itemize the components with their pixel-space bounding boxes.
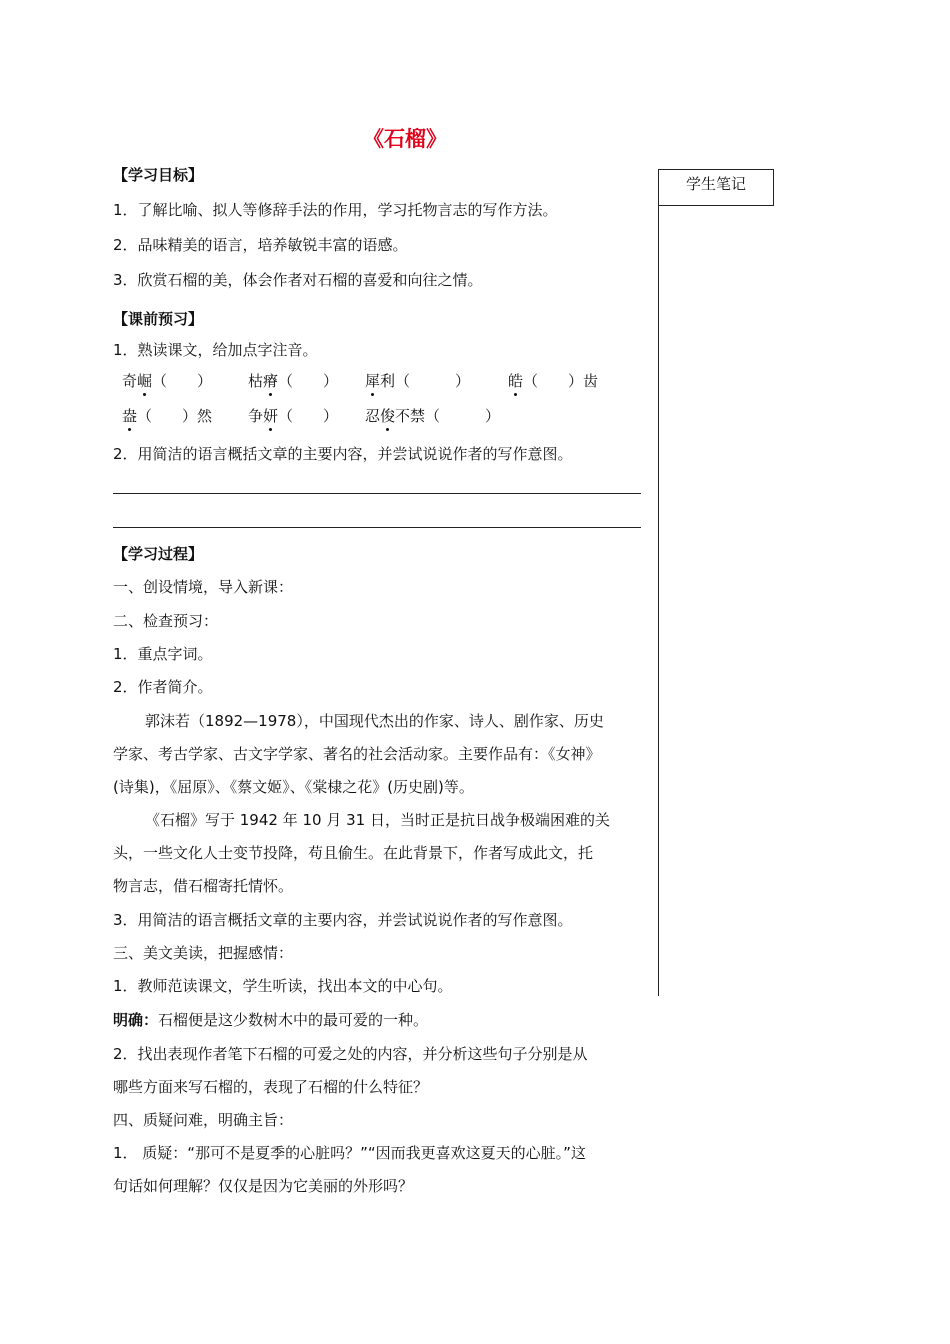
author-bio-line-3: (诗集)，《屈原》、《蔡文姬》、《棠棣之花》(历史剧)等。 (113, 778, 474, 796)
objective-item-2: 2．品味精美的语言，培养敏锐丰富的语感。 (113, 236, 408, 254)
author-bio-line-1: 郭沫若（1892—1978），中国现代杰出的作家、诗人、剧作家、历史 (145, 712, 604, 730)
process-line-4: 2．作者简介。 (113, 678, 213, 696)
pinyin-word-5: 盎（ ）然 (122, 407, 213, 425)
pinyin-word-7: 忍俊不禁（ ） (365, 407, 501, 425)
background-line-2: 头，一些文化人士变节投降，苟且偷生。在此背景下，作者写成此文，托 (113, 844, 594, 862)
preview-item-2: 2．用简洁的语言概括文章的主要内容，并尝试说说作者的写作意图。 (113, 445, 573, 463)
section-4-item-1-line-1: 1． 质疑：“那可不是夏季的心脏吗？”“因而我更喜欢这夏天的心脏。”这 (113, 1144, 586, 1162)
background-line-1: 《石榴》写于 1942 年 10 月 31 日，当时正是抗日战争极端困难的关 (145, 811, 610, 829)
pinyin-word-6: 争妍（ ） (248, 407, 339, 425)
process-line-1: 一、创设情境，导入新课： (113, 578, 294, 596)
answer-label: 明确： (113, 1011, 159, 1029)
page-title: 《石榴》 (363, 127, 447, 151)
preview-item-1: 1．熟读课文，给加点字注音。 (113, 341, 318, 359)
section-3-heading: 三、美文美读，把握感情： (113, 944, 294, 962)
answer-line-1 (113, 493, 641, 494)
pinyin-word-2: 枯瘠（ ） (248, 372, 339, 390)
pinyin-word-4: 皓（ ）齿 (508, 372, 599, 390)
answer-text: 石榴便是这少数树木中的最可爱的一种。 (158, 1011, 429, 1029)
author-bio-line-2: 学家、考古学家、古文字学家、著名的社会活动家。主要作品有：《女神》 (113, 745, 601, 763)
pinyin-word-1: 奇崛（ ） (122, 372, 213, 390)
section-3-item-1: 1．教师范读课文，学生听读，找出本文的中心句。 (113, 977, 453, 995)
process-line-2: 二、检查预习： (113, 612, 219, 630)
process-line-3: 1．重点字词。 (113, 645, 213, 663)
section-3-item-2-line-2: 哪些方面来写石榴的，表现了石榴的什么特征？ (113, 1078, 429, 1096)
preview-heading: 【课前预习】 (113, 310, 204, 328)
section-4-heading: 四、质疑问难，明确主旨： (113, 1111, 294, 1129)
objective-item-1: 1．了解比喻、拟人等修辞手法的作用，学习托物言志的写作方法。 (113, 201, 558, 219)
section-3-item-2-line-1: 2．找出表现作者笔下石榴的可爱之处的内容，并分析这些句子分别是从 (113, 1045, 588, 1063)
student-notes-label: 学生笔记 (685, 175, 746, 193)
background-line-3: 物言志，借石榴寄托情怀。 (113, 877, 294, 895)
answer-line (113, 1010, 428, 1030)
objectives-heading: 【学习目标】 (113, 166, 204, 184)
pinyin-word-3: 犀利（ ） (365, 372, 471, 390)
student-notes-box (658, 169, 774, 206)
answer-line-2 (113, 527, 641, 528)
objective-item-3: 3．欣赏石榴的美，体会作者对石榴的喜爱和向往之情。 (113, 271, 483, 289)
process-heading: 【学习过程】 (113, 545, 204, 563)
process-item-3: 3．用简洁的语言概括文章的主要内容，并尝试说说作者的写作意图。 (113, 911, 573, 929)
section-4-item-1-line-2: 句话如何理解？仅仅是因为它美丽的外形吗？ (113, 1177, 414, 1195)
notes-column-divider (658, 206, 659, 996)
